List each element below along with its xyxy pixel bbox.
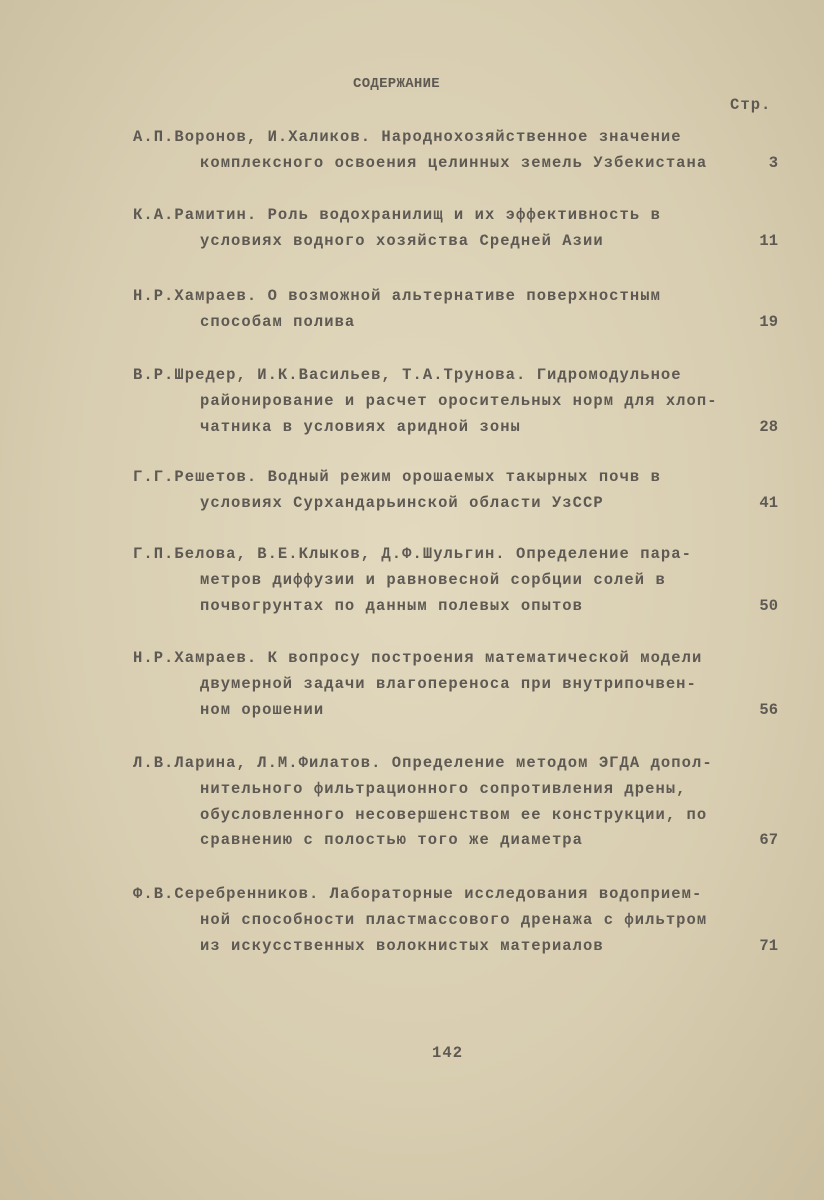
page-number: 142	[432, 1044, 464, 1062]
entry-authors-title-line: Н.Р.Хамраев. К вопросу построения математической модели	[133, 649, 703, 667]
toc-entry	[133, 284, 778, 336]
entry-title-line: почвогрунтах по данным полевых опытов	[200, 596, 584, 615]
entry-page-number: 19	[759, 312, 778, 331]
toc-entry	[133, 646, 778, 723]
toc-entry	[133, 751, 778, 854]
entry-title-line: сравнению с полостью того же диаметра	[200, 831, 584, 850]
toc-entry	[133, 363, 778, 440]
entry-authors-title-line: Ф.В.Серебренников. Лабораторные исследования водоприем-	[133, 885, 703, 903]
entry-authors-title-line: К.А.Рамитин. Роль водохранилищ и их эффективность в	[133, 206, 661, 224]
page-column-label: Стр.	[730, 96, 772, 114]
entry-title-line: двумерной задачи влагопереноса при внутрипочвен-	[200, 674, 697, 693]
toc-entry	[133, 882, 778, 959]
toc-entry	[133, 203, 778, 255]
entry-page-number: 50	[759, 596, 778, 615]
entry-page-number: 11	[759, 231, 778, 250]
toc-entry	[133, 542, 778, 619]
entry-title-line: из искусственных волокнистых материалов	[200, 936, 604, 955]
entry-title-line: комплексного освоения целинных земель Узбекистана	[200, 153, 708, 172]
toc-title: СОДЕРЖАНИЕ	[353, 76, 441, 92]
entry-title-line: районирование и расчет оросительных норм для хлоп-	[200, 391, 718, 410]
entry-authors-title-line: В.Р.Шредер, И.К.Васильев, Т.А.Трунова. Гидромодульное	[133, 366, 682, 384]
entry-title-line: ной способности пластмассового дренажа с фильтром	[200, 910, 708, 929]
entry-page-number: 67	[759, 831, 778, 850]
entry-title-line: обусловленного несовершенством ее конструкции, по	[200, 805, 708, 824]
entry-page-number: 41	[759, 493, 778, 512]
entry-title-line: ном орошении	[200, 700, 325, 719]
entry-title-line: метров диффузии и равновесной сорбции солей в	[200, 570, 666, 589]
entry-page-number: 56	[759, 700, 778, 719]
entry-page-number: 71	[759, 936, 778, 955]
entry-title-line: чатника в условиях аридной зоны	[200, 417, 521, 436]
entry-title-line: нительного фильтрационного сопротивления дрены,	[200, 779, 687, 798]
entry-authors-title-line: Л.В.Ларина, Л.М.Филатов. Определение методом ЭГДА допол-	[133, 754, 713, 772]
entry-authors-title-line: А.П.Воронов, И.Халиков. Народнохозяйственное значение	[133, 128, 682, 146]
entry-title-line: способам полива	[200, 312, 356, 331]
entry-page-number: 3	[768, 153, 778, 172]
toc-entry	[133, 465, 778, 517]
entry-title-line: условиях Сурхандарьинской области УзССР	[200, 493, 604, 512]
entry-authors-title-line: Н.Р.Хамраев. О возможной альтернативе поверхностным	[133, 287, 661, 305]
entry-page-number: 28	[759, 417, 778, 436]
entry-authors-title-line: Г.П.Белова, В.Е.Клыков, Д.Ф.Шульгин. Определение пара-	[133, 545, 692, 563]
entry-title-line: условиях водного хозяйства Средней Азии	[200, 231, 604, 250]
toc-entry	[133, 125, 778, 177]
entry-authors-title-line: Г.Г.Решетов. Водный режим орошаемых такырных почв в	[133, 468, 661, 486]
